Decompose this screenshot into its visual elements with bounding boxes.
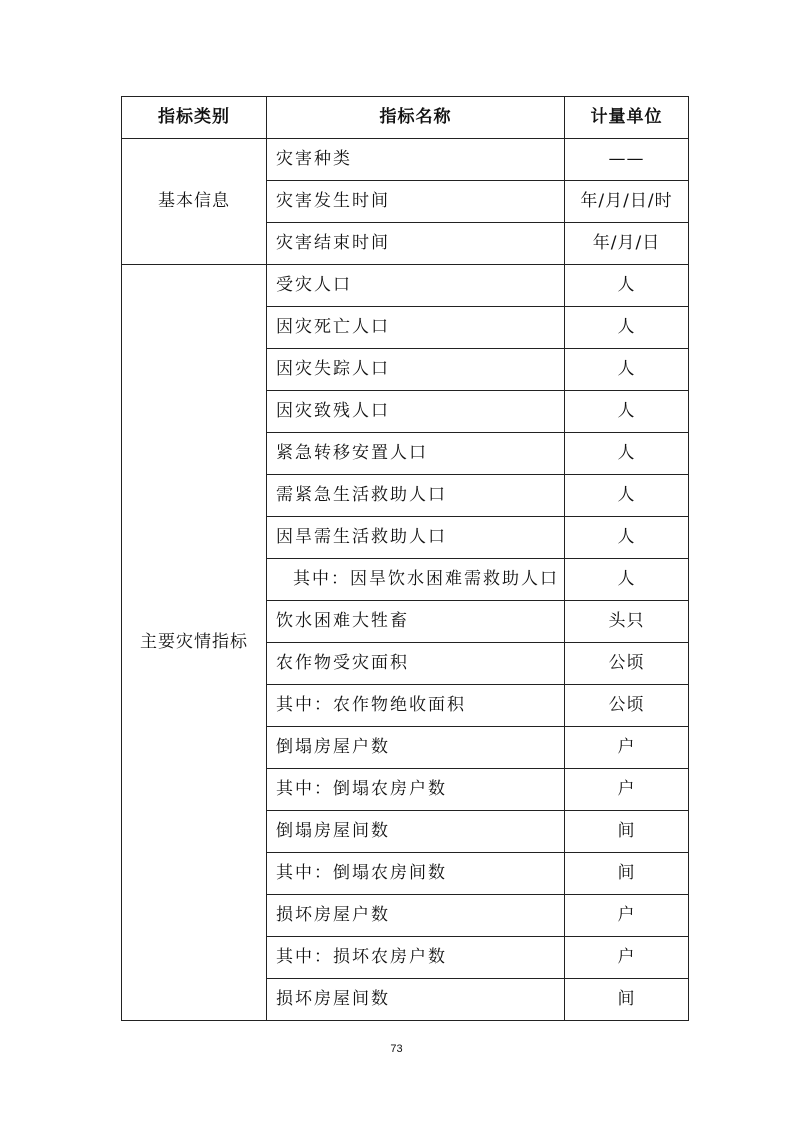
indicator-name-cell: 倒塌房屋户数 — [267, 727, 565, 769]
unit-cell: 人 — [565, 349, 689, 391]
indicator-name-cell: 灾害结束时间 — [267, 223, 565, 265]
indicator-name-cell: 需紧急生活救助人口 — [267, 475, 565, 517]
unit-cell: 人 — [565, 265, 689, 307]
indicator-name-cell: 倒塌房屋间数 — [267, 811, 565, 853]
unit-cell: 户 — [565, 769, 689, 811]
header-indicator-name: 指标名称 — [267, 97, 565, 139]
indicator-name-cell: 灾害发生时间 — [267, 181, 565, 223]
unit-cell: —— — [565, 139, 689, 181]
unit-cell: 人 — [565, 517, 689, 559]
unit-cell: 年/月/日 — [565, 223, 689, 265]
header-unit: 计量单位 — [565, 97, 689, 139]
indicator-name-cell: 紧急转移安置人口 — [267, 433, 565, 475]
unit-cell: 间 — [565, 853, 689, 895]
unit-cell: 间 — [565, 979, 689, 1021]
unit-cell: 年/月/日/时 — [565, 181, 689, 223]
unit-cell: 人 — [565, 475, 689, 517]
unit-cell: 公顷 — [565, 685, 689, 727]
table-row — [122, 139, 689, 181]
indicator-name-cell: 饮水困难大牲畜 — [267, 601, 565, 643]
header-row — [122, 97, 689, 139]
table-body — [122, 139, 689, 1021]
header-category: 指标类别 — [122, 97, 267, 139]
indicator-name-cell: 农作物受灾面积 — [267, 643, 565, 685]
unit-cell: 头只 — [565, 601, 689, 643]
indicator-name-cell: 因灾失踪人口 — [267, 349, 565, 391]
indicator-name-cell: 因灾死亡人口 — [267, 307, 565, 349]
indicator-name-cell: 损坏房屋户数 — [267, 895, 565, 937]
indicator-table — [121, 96, 689, 1021]
indicator-name-cell: 其中：倒塌农房户数 — [267, 769, 565, 811]
unit-cell: 人 — [565, 433, 689, 475]
unit-cell: 公顷 — [565, 643, 689, 685]
category-cell: 基本信息 — [122, 139, 267, 265]
unit-cell: 间 — [565, 811, 689, 853]
indicator-name-cell: 因灾致残人口 — [267, 391, 565, 433]
indicator-name-cell: 损坏房屋间数 — [267, 979, 565, 1021]
category-cell: 主要灾情指标 — [122, 265, 267, 1021]
indicator-name-cell: 其中：因旱饮水困难需救助人口 — [267, 559, 565, 601]
indicator-name-cell: 灾害种类 — [267, 139, 565, 181]
indicator-name-cell: 其中：农作物绝收面积 — [267, 685, 565, 727]
indicator-name-cell: 其中：倒塌农房间数 — [267, 853, 565, 895]
unit-cell: 户 — [565, 895, 689, 937]
indicator-name-cell: 因旱需生活救助人口 — [267, 517, 565, 559]
unit-cell: 户 — [565, 727, 689, 769]
indicator-name-cell: 受灾人口 — [267, 265, 565, 307]
indicator-name-cell: 其中：损坏农房户数 — [267, 937, 565, 979]
unit-cell: 人 — [565, 559, 689, 601]
unit-cell: 户 — [565, 937, 689, 979]
table-row — [122, 265, 689, 307]
page-number: 73 — [390, 1043, 403, 1055]
unit-cell: 人 — [565, 391, 689, 433]
unit-cell: 人 — [565, 307, 689, 349]
